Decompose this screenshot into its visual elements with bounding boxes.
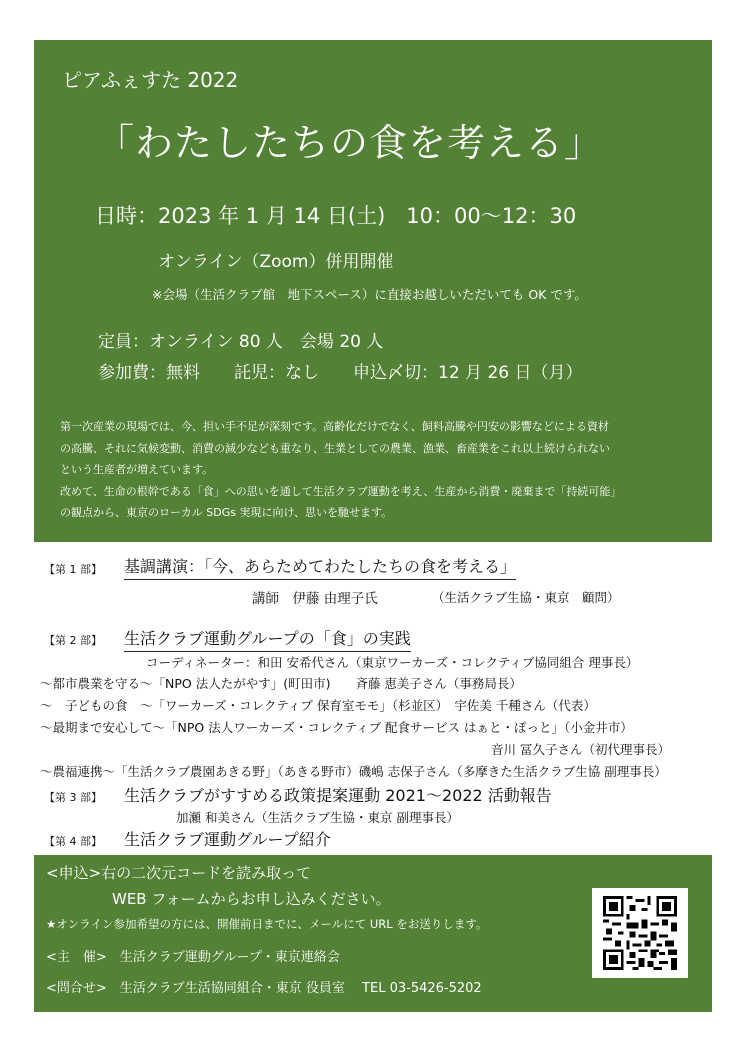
description-line: の高騰、それに気候変動、消費の減少なども重なり、生業としての農業、漁業、畜産業をこれ以上続けられない xyxy=(60,441,610,455)
description-line: 改めて、生命の根幹である「食」への思いを通して生活クラブ運動を考え、生産から消費・廃棄まで「持続可能」 xyxy=(60,484,622,498)
qr-code-graphic xyxy=(603,896,677,970)
venue-note: ※会場（生活クラブ館 地下スペース）に直接お越しいただいても OK です。 xyxy=(152,287,587,302)
fee-info: 参加費：無料 託児：なし 申込〆切：12 月 26 日（月） xyxy=(98,363,583,383)
description-line: の観点から、東京のローカル SDGs 実現に向け、思いを馳せます。 xyxy=(60,506,393,519)
part2-item: ～農福連携～「生活クラブ農園あきる野」（あきる野市）磯嶋 志保子さん（多摩きた生活クラブ生協 副理事長） xyxy=(40,764,667,779)
event-subtitle: ピアふぇすた 2022 xyxy=(62,68,239,92)
apply-instruction: <申込>右の二次元コードを読み取って xyxy=(46,864,312,882)
part1-speaker-note: （生活クラブ生協・東京 顧問） xyxy=(432,590,620,605)
event-date: 日時：2023 年 1 月 14 日(土) 10：00～12：30 xyxy=(95,204,577,228)
part1-tag: 【第 1 部】 xyxy=(44,563,102,576)
part2-coordinator: コーディネーター：和田 安希代さん（東京ワーカーズ・コレクティブ協同組合 理事長） xyxy=(146,655,639,670)
part3-title: 生活クラブがすすめる政策提案運動 2021～2022 活動報告 xyxy=(124,786,552,805)
online-note: オンライン（Zoom）併用開催 xyxy=(158,252,394,272)
part4-tag: 【第 4 部】 xyxy=(44,835,102,848)
part2-tag: 【第 2 部】 xyxy=(44,634,102,647)
part2-item: ～最期まで安心して～「NPO 法人ワーカーズ・コレクティブ 配食サービス はぁと・ぽっと」（小金井市） xyxy=(40,720,633,735)
part2-item: ～都市農業を守る～「NPO 法人たがやす」(町田市) 斉藤 恵美子さん（事務局長） xyxy=(40,676,522,691)
part1-title: 基調講演：「今、あらためてわたしたちの食を考える」 xyxy=(124,554,516,580)
part1-speaker: 講師 伊藤 由理子氏 xyxy=(252,591,378,607)
capacity-info: 定員：オンライン 80 人 会場 20 人 xyxy=(98,332,384,352)
contact-info: <問合せ> 生活クラブ生活協同組合・東京 役員室 TEL 03-5426-5202 xyxy=(46,981,482,996)
organizer: <主 催> 生活クラブ運動グループ・東京連絡会 xyxy=(46,950,340,965)
online-url-note: ★オンライン参加希望の方には、開催前日までに、メールにて URL をお送りします。 xyxy=(46,917,488,931)
apply-instruction-2: WEB フォームからお申し込みください。 xyxy=(112,890,391,908)
part3-speaker: 加瀬 和美さん（生活クラブ生協・東京 副理事長） xyxy=(176,810,459,825)
description-line: 第一次産業の現場では、今、担い手不足が深刻です。高齢化だけでなく、飼料高騰や円安の影響などによる資材 xyxy=(60,420,609,433)
event-title: 「わたしたちの食を考える」 xyxy=(96,121,604,165)
qr-code-icon[interactable] xyxy=(592,888,688,978)
event-description xyxy=(60,416,700,524)
part4-title: 生活クラブ運動グループ紹介 xyxy=(124,830,331,849)
part2-item: 音川 冨久子さん（初代理事長） xyxy=(491,742,670,757)
part2-title: 生活クラブ運動グループの「食」の実践 xyxy=(124,626,411,652)
part3-tag: 【第 3 部】 xyxy=(44,791,102,804)
description-line: という生産者が増えています。 xyxy=(60,463,214,476)
part2-item: ～ 子どもの食 ～「ワーカーズ・コレクティブ 保育室モモ」（杉並区） 宇佐美 千種さん（代表） xyxy=(40,698,596,713)
